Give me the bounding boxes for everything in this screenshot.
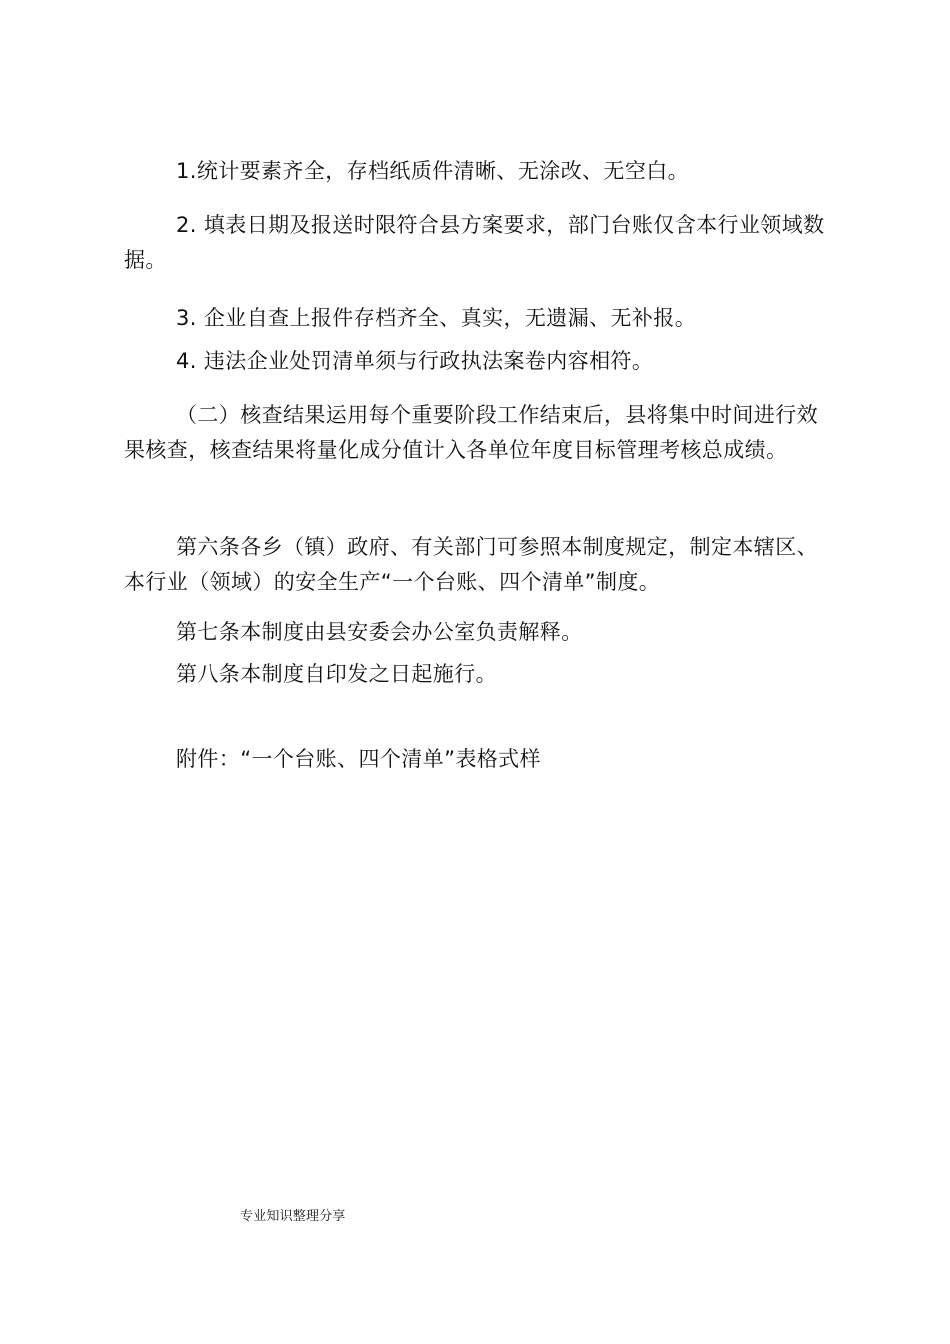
paragraph-item-3: 3. 企业自查上报件存档齐全、真实，无遗漏、无补报。 <box>176 306 697 330</box>
paragraph-item-1: 1.统计要素齐全，存档纸质件清晰、无涂改、无空白。 <box>176 159 690 183</box>
paragraph-article-6: 第六条各乡（镇）政府、有关部门可参照本制度规定，制定本辖区、本行业（领域）的安全生产“一个台账、四个清单”制度。 <box>124 535 818 594</box>
page-footer: 专业知识整理分享 <box>240 1209 346 1224</box>
paragraph-article-7: 第七条本制度由县安委会办公室负责解释。 <box>176 620 583 644</box>
paragraph-review-results: （二）核查结果运用每个重要阶段工作结束后，县将集中时间进行效果核查，核查结果将量化成分值计入各单位年度目标管理考核总成绩。 <box>124 403 818 462</box>
paragraph-item-2: 2. 填表日期及报送时限符合县方案要求，部门台账仅含本行业领域数据。 <box>124 213 825 272</box>
attachment-line: 附件：“一个台账、四个清单”表格式样 <box>176 747 541 771</box>
paragraph-item-4: 4. 违法企业处罚清单须与行政执法案卷内容相符。 <box>176 349 654 373</box>
paragraph-article-8: 第八条本制度自印发之日起施行。 <box>176 662 497 686</box>
